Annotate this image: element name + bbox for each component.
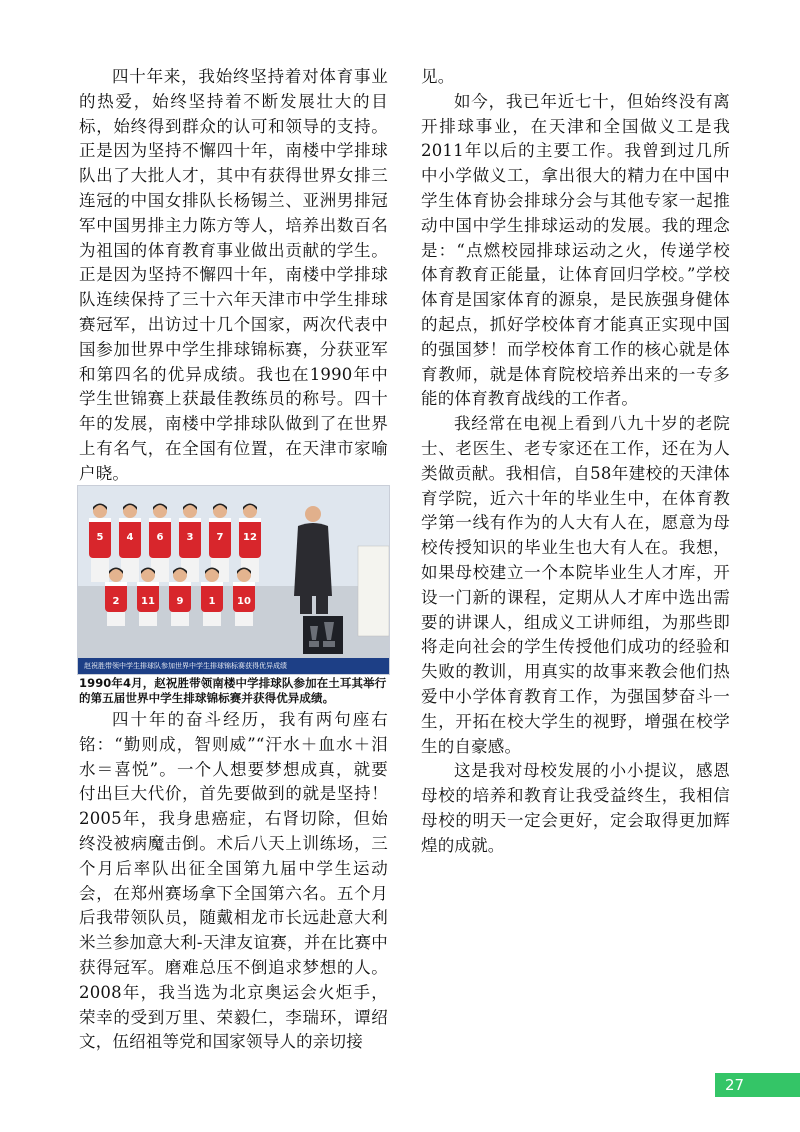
- page-number: 27: [725, 1076, 745, 1094]
- photo-inner-caption-strip: [78, 658, 389, 674]
- left-column-top: [79, 65, 388, 487]
- jersey-number: 9: [176, 596, 184, 607]
- jersey-number: 2: [112, 596, 120, 607]
- paragraph: 这是我对母校发展的小小提议，感恩母校的培养和教育让我受益终生，我相信母校的明天一定会更好，定会取得更加辉煌的成就。: [421, 761, 730, 855]
- jersey-number: 3: [186, 532, 194, 543]
- jersey-number: 4: [126, 532, 134, 543]
- right-column: [421, 65, 730, 859]
- paragraph: 如今，我已年近七十，但始终没有离开排球事业，在天津和全国做义工是我2011年以后的主要工作。我曾到过几所中小学做义工，拿出很大的精力在中国中学生体育协会排球分会与其他专家一起推动中国中学生排球运动的发展。我的理念是：“点燃校园排球运动之火，传递学校体育教育正能量，让体育回归学校。”学校体育是国家体育的源泉，是民族强身健体的起点，抓好学校体育才能真正实现中国的强国梦！而学校体育工作的核心就是体育教师，就是体育院校培养出来的一专多能的体育教育战线的工作者。: [421, 91, 730, 409]
- page-number-box: [715, 1073, 800, 1097]
- team-photo: [77, 485, 390, 675]
- photo-caption: 1990年4月，赵祝胜带领南楼中学排球队参加在土耳其举行的第五届世界中学生排球锦标赛并获得优异成绩。: [79, 676, 387, 705]
- jersey-number: 6: [156, 532, 164, 543]
- jersey-number: 10: [237, 596, 251, 607]
- team-photo-illustration: [78, 486, 389, 674]
- jersey-number: 1: [208, 596, 216, 607]
- jersey-number: 7: [216, 532, 224, 543]
- photo-inner-caption: 赵祝胜带领中学生排球队参加世界中学生排球锦标赛获得优异成绩: [84, 662, 287, 670]
- left-column-bottom: [79, 708, 388, 1055]
- jersey-number: 11: [141, 596, 155, 607]
- paragraph: 我经常在电视上看到八九十岁的老院士、老医生、老专家还在工作，还在为人类做贡献。我相信，自58年建校的天津体育学院，近六十年的毕业生中，在体育教学第一线有作为的人大有人在，愿意为母校传授知识的毕业生也大有人在。我想，如果母校建立一个本院毕业生人才库，开设一门新的课程，定期从人才库中选出需要的讲课人，组成义工讲师组，为那些即将走向社会的学生传授他们成功的经验和失败的教训，用真实的故事来教会他们热爱中小学体育教育工作，为强国梦奋斗一生，开拓在校大学生的视野，增强在校学生的自豪感。: [421, 414, 730, 756]
- paragraph-continuation: 见。: [421, 67, 455, 86]
- paragraph: 四十年的奋斗经历，我有两句座右铭：“勤则成，智则威”“汗水＋血水＋泪水＝喜悦”。一个人想要梦想成真，就要付出巨大代价，首先要做到的就是坚持！2005年，我身患癌症，右肾切除，但始终没被病魔击倒。术后八天上训练场，三个月后率队出征全国第九届中学生运动会，在郑州赛场拿下全国第六名。五个月后我带领队员，随戴相龙市长远赴意大利米兰参加意大利-天津友谊赛，并在比赛中获得冠军。磨难总压不倒追求梦想的人。2008年，我当选为北京奥运会火炬手，荣幸的受到万里、荣毅仁，李瑞环，谭绍文，伍绍祖等党和国家领导人的亲切接: [79, 710, 388, 1052]
- jersey-number: 5: [96, 532, 104, 543]
- paragraph: 四十年来，我始终坚持着对体育事业的热爱，始终坚持着不断发展壮大的目标，始终得到群众的认可和领导的支持。正是因为坚持不懈四十年，南楼中学排球队出了大批人才，其中有获得世界女排三连冠的中国女排队长杨锡兰、亚洲男排冠军中国男排主力陈方等人，培养出数百名为祖国的体育教育事业做出贡献的学生。正是因为坚持不懈四十年，南楼中学排球队连续保持了三十六年天津市中学生排球赛冠军，出访过十几个国家，两次代表中国参加世界中学生排球锦标赛，分获亚军和第四名的优异成绩。我也在1990年中学生世锦赛上获最佳教练员的称号。四十年的发展，南楼中学排球队做到了在世界上有名气，在全国有位置，在天津市家喻户晓。: [79, 67, 388, 483]
- jersey-number: 12: [243, 532, 257, 543]
